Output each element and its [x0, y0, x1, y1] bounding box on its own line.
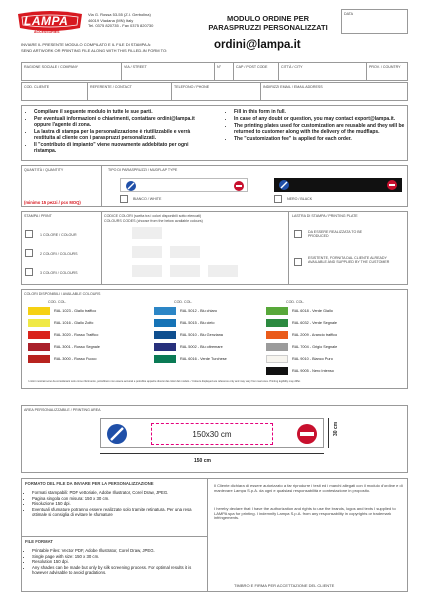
- colour-swatch: [28, 331, 50, 339]
- colour-code-label: RAL 3000 - Rosso Fuoco: [54, 357, 97, 361]
- print-colours-column: [22, 212, 102, 284]
- email-label: INDIRIZZI EMAIL / EMAIL ADDRESS: [263, 85, 323, 89]
- postcode-label: CAP / POST CODE: [236, 65, 268, 69]
- colour-swatch: [266, 367, 288, 375]
- colours-label: COLORI DISPONIBILI / AVAILABLE COLOURS: [24, 292, 101, 296]
- white-label: BIANCO / WHITE: [133, 197, 162, 201]
- file-format-item: • Risoluzione 150 dpi.: [32, 501, 204, 507]
- one-colour-checkbox[interactable]: [25, 230, 33, 238]
- address-line: Via G. Rossa 53-55 (Z.I. Gerbolina): [88, 12, 151, 17]
- col-header-3: COD. COL.: [286, 300, 305, 304]
- file-format-item: • Printable Files: Vector PDF, Adobe Illustrator, Corel Draw, JPEG.: [32, 548, 204, 554]
- plate-new-label: DA ESSERE REALIZZATA TO BE PRODUCED: [308, 230, 363, 239]
- colour-swatch: [28, 307, 50, 315]
- colour-code-label: RAL 2009 - Arancio traffico: [292, 333, 338, 337]
- width-dimension-line: [100, 453, 324, 454]
- colour-code-input-5[interactable]: [170, 265, 200, 277]
- send-en: SEND ARTWORK OR PRINTING FILE ALONG WITH THIS FILLED-IN FORM TO:: [21, 47, 168, 53]
- colour-code-label: RAL 9010 - Bianco Puro: [292, 357, 333, 361]
- instructions-box: [21, 105, 408, 161]
- file-format-section: [21, 478, 408, 592]
- country-field[interactable]: [367, 63, 409, 80]
- three-colours-checkbox[interactable]: [25, 268, 33, 276]
- instruction-item: • The "customization fee" is applied for each order.: [234, 136, 406, 142]
- colour-swatch: [266, 331, 288, 339]
- colour-code-label: RAL 3020 - Rosso Traffico: [54, 333, 99, 337]
- colour-swatch: [154, 319, 176, 327]
- height-dimension: 30 cm: [333, 421, 339, 436]
- instruction-item: • In case of any doubt or question, you may contact export@lampa.it.: [234, 116, 406, 122]
- colour-code-label: RAL 7004 - Grigio Segnale: [292, 345, 338, 349]
- city-field[interactable]: [279, 63, 367, 80]
- instruction-item: • Il "contributo di impianto" viene nuovamente addebitato per ogni ristampa.: [34, 142, 209, 154]
- instruction-item: • Per eventuali informazioni o chiarimenti, contattare ordini@lampa.it oppure l'agente di zona.: [34, 116, 209, 128]
- brand-tag: ACCESSORIES: [34, 30, 60, 34]
- instruction-item: • The printing plates used for customization are reusable and they will be returned to customer along with the delivery of the mudflaps.: [234, 123, 406, 135]
- file-format-item: • Pagina singola con misura: 150 x 30 cm.: [32, 496, 204, 502]
- print-area-label: AREA PERSONALIZZABILE / PRINTING AREA: [24, 408, 101, 412]
- print-area-section: [21, 405, 408, 473]
- logo: [16, 10, 84, 36]
- date-label: DATA: [344, 12, 354, 16]
- legal-it: Il Cliente dichiara di essere autorizzato a far riprodurre i testi ed i marchi allegati con il modulo d'ordine e di manlevare Lampa S.p.A. da ogni e qualsiasi responsabilità e contestazione in proposito.: [214, 483, 403, 493]
- plate-label: LASTRA DI STAMPA / PRINTING PLATE: [292, 214, 358, 218]
- quantity-field[interactable]: [22, 166, 102, 206]
- file-format-column: [22, 479, 208, 591]
- colour-code-label: RAL 1016 - Giallo Zolfo: [54, 321, 94, 325]
- contact-label: REFERENTE / CONTACT: [90, 85, 132, 89]
- white-checkbox[interactable]: [120, 195, 128, 203]
- colour-swatch: [154, 307, 176, 315]
- customer-code-label: COD. CLIENTE: [24, 85, 50, 89]
- colour-codes-label-2: COLOURS CODES (choose from the below available colours): [104, 219, 203, 223]
- printable-area-size: 150x30 cm: [192, 429, 232, 439]
- mudflap-type-label: TIPO DI PARASPRUZZI / MUDFLAP TYPE: [108, 168, 178, 172]
- email-field[interactable]: [261, 83, 409, 100]
- mudflap-white-icon: [121, 179, 249, 193]
- customer-row-2: [21, 82, 408, 101]
- two-colours-label: 2 COLORI / COLOURS: [40, 252, 78, 256]
- colours-disclaimer: I colori mostrati sono da considerarsi solo come riferimento, potrebbero non essere accurati e potrebbe apparire diversi dai colori del modulo. / Colours displayed are reference only and may vary from real ones. Printing legibility may differ.: [28, 380, 301, 383]
- legal-en: I hereby declare that I have the authorization and rights to use the brands, logos and texts I supplied to LAMPA spa for printing. I indemnify Lampa S.p.A. from any responsability in copyrights or trademark infringements.: [214, 506, 396, 521]
- customer-row-1: [21, 62, 408, 81]
- quantity-label: QUANTITÀ / QUANTITY: [24, 168, 64, 172]
- colour-code-label: RAL 6018 - Verde Giallo: [292, 309, 333, 313]
- colour-code-label: RAL 1023 - Giallo traffico: [54, 309, 97, 313]
- instruction-item: • Fill in this form in full.: [234, 109, 406, 115]
- address-line: 46019 Viadana (MN) Italy: [88, 17, 134, 23]
- colour-code-label: RAL 5012 - Blu chiaro: [180, 309, 218, 313]
- company-label: RAGIONE SOCIALE / COMPANY: [24, 65, 79, 69]
- moq-note: (minimo 15 pezzi / pcs MOQ): [24, 200, 81, 205]
- col-header-2: COD. COL.: [174, 300, 193, 304]
- colour-swatch: [28, 319, 50, 327]
- signature-area[interactable]: [214, 534, 404, 582]
- colour-code-input-6[interactable]: [208, 265, 238, 277]
- colour-swatch: [28, 355, 50, 363]
- file-format-item: • Single page with size: 150 x 30 cm.: [32, 554, 204, 560]
- plate-existing-checkbox[interactable]: [294, 258, 302, 266]
- colour-swatch: [266, 319, 288, 327]
- file-format-item: • Formati stampabili: PDF vettoriale, Adobe Illustrator, Corel Draw, JPEG.: [32, 490, 204, 496]
- white-mudflap-image: [120, 178, 248, 192]
- order-email[interactable]: ordini@lampa.it: [214, 39, 301, 51]
- print-label: STAMPA / PRINT: [24, 214, 52, 218]
- instructions-en: [234, 109, 406, 143]
- three-colours-label: 3 COLORI / COLOURS: [40, 271, 78, 275]
- colour-code-label: RAL 6032 - Verde Segnale: [292, 321, 338, 325]
- postcode-field[interactable]: [234, 63, 279, 80]
- country-label: PROV. / COUNTRY: [369, 65, 401, 69]
- file-format-en-title: FILE FORMAT: [25, 539, 53, 544]
- height-dimension-line: [328, 418, 329, 448]
- customer-code-field[interactable]: [22, 83, 88, 100]
- black-label: NERO / BLACK: [287, 197, 313, 201]
- one-colour-label: 1 COLORE / COLOUR: [40, 233, 77, 237]
- mudflap-black-icon: [274, 178, 402, 192]
- date-field[interactable]: [341, 9, 408, 34]
- city-label: CITTÀ / CITY: [281, 65, 303, 69]
- colour-code-input-3[interactable]: [170, 246, 200, 258]
- colour-code-input-4[interactable]: [132, 265, 162, 277]
- street-label: VIA / STREET: [124, 65, 147, 69]
- instruction-item: • Compilare il seguente modulo in tutte le sue parti.: [34, 109, 209, 115]
- company-address: [88, 12, 153, 29]
- width-dimension: 150 cm: [194, 458, 211, 464]
- send-it: INVIARE IL PRESENTE MODULO COMPILATO E IL FILE DI STAMPA A:: [21, 42, 152, 47]
- number-field[interactable]: [215, 63, 234, 80]
- phone-field[interactable]: [172, 83, 261, 100]
- street-field[interactable]: [122, 63, 215, 80]
- form-title: [198, 14, 338, 32]
- colour-code-input-2[interactable]: [132, 246, 162, 258]
- colour-code-label: RAL 5015 - Blu cielo: [180, 321, 215, 325]
- title-line-1: MODULO ORDINE PER: [226, 14, 310, 23]
- black-mudflap-image: [274, 178, 402, 192]
- plate-existing-label: ESISTENTE, FORNITA DAL CLIENTE ALREADY AVAILABLE AND SUPPLIED BY THE CUSTOMER: [308, 256, 390, 265]
- printable-area: [151, 423, 273, 445]
- address-line: Tel. 0375 820735 - Fax 0375 820730: [88, 23, 154, 29]
- company-field[interactable]: [22, 63, 122, 80]
- instruction-item: • La lastra di stampa per la personalizzazione è riutilizzabile e verrà restituita al cliente con i paraspruzzi personalizzati.: [34, 129, 209, 141]
- black-checkbox[interactable]: [274, 195, 282, 203]
- colour-code-label: RAL 6016 - Verde Turchese: [180, 357, 227, 361]
- colour-codes-column: [102, 212, 289, 284]
- file-format-it-list: [32, 490, 204, 518]
- two-colours-checkbox[interactable]: [25, 249, 33, 257]
- file-format-en-list: [32, 548, 204, 576]
- title-line-2: PARASPRUZZI PERSONALIZZATI: [208, 23, 328, 32]
- colour-swatch: [154, 343, 176, 351]
- colours-section: [21, 289, 408, 389]
- signature-label: TIMBRO E FIRMA PER ACCETTAZIONE DEL CLIENTE: [234, 583, 335, 588]
- col-header-1: COD. COL.: [48, 300, 67, 304]
- divider: [22, 536, 208, 537]
- colour-swatch: [266, 355, 288, 363]
- instructions-it: [34, 109, 209, 155]
- colour-swatch: [154, 331, 176, 339]
- file-format-item: • Any shades can be made but only by silk screening process. For optimal results it is however advisable to avoid gradations.: [32, 565, 204, 576]
- colour-code-label: RAL 9005 - Nero Intenso: [292, 369, 334, 373]
- print-area-mudflap: [100, 418, 324, 448]
- number-label: N°: [217, 65, 222, 69]
- plate-new-checkbox[interactable]: [294, 230, 302, 238]
- colour-code-input-1[interactable]: [132, 227, 162, 239]
- file-format-item: • Eventuali sfumature potranno essere realizzate solo tramite retinatura. Per una resa ottimale si consiglia di evitare le sfumature: [32, 507, 204, 518]
- phone-label: TELEFONO / PHONE: [174, 85, 210, 89]
- print-section: [21, 211, 408, 285]
- colour-swatch: [266, 343, 288, 351]
- colour-swatch: [28, 343, 50, 351]
- colour-swatch: [266, 307, 288, 315]
- colour-code-label: RAL 3001 - Rosso Segnale: [54, 345, 100, 349]
- file-format-item: • Resolution 150 dpi.: [32, 559, 204, 565]
- colour-codes-label-1: CODICE COLORI (scelta tra i colori disponibili sotto elencati): [104, 214, 202, 218]
- quantity-section: [21, 165, 408, 207]
- colour-code-label: RAL 5010 - Blu Genziana: [180, 333, 223, 337]
- send-instructions: [21, 42, 167, 53]
- colour-code-label: RAL 5002 - Blu oltremare: [180, 345, 223, 349]
- file-format-it-title: FORMATO DEL FILE DA INVIARE PER LA PERSONALIZZAZIONE: [25, 481, 154, 486]
- colour-swatch: [154, 355, 176, 363]
- contact-field[interactable]: [88, 83, 172, 100]
- brand-name: LAMPA: [24, 14, 69, 28]
